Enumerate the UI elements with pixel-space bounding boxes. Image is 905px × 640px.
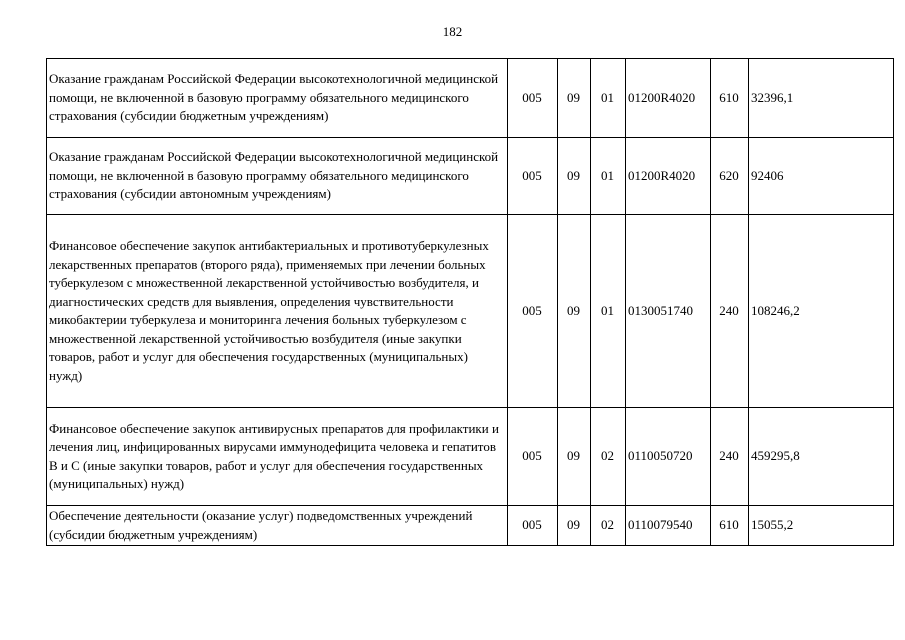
expense-type-code: 240 <box>711 408 749 506</box>
amount-value: 32396,1 <box>749 59 894 138</box>
target-article-code: 0110050720 <box>626 408 711 506</box>
row-description: Финансовое обеспечение закупок антивирусных препаратов для профилактики и лечения лиц, инфицированных вирусами иммунодефицита человека и гепатитов В и С (иные закупки товаров, работ и услуг для обеспечения государственных (муниципальных) нужд) <box>47 408 508 506</box>
ministry-code: 005 <box>508 408 558 506</box>
amount-value: 92406 <box>749 138 894 215</box>
section-code: 09 <box>558 215 591 408</box>
table-row <box>47 59 894 138</box>
target-article-code: 01200R4020 <box>626 138 711 215</box>
subsection-code: 01 <box>591 59 626 138</box>
page-number: 182 <box>442 24 463 39</box>
subsection-code: 02 <box>591 408 626 506</box>
ministry-code: 005 <box>508 506 558 546</box>
target-article-code: 01200R4020 <box>626 59 711 138</box>
section-code: 09 <box>558 506 591 546</box>
subsection-code: 01 <box>591 138 626 215</box>
ministry-code: 005 <box>508 215 558 408</box>
ministry-code: 005 <box>508 59 558 138</box>
ministry-code: 005 <box>508 138 558 215</box>
subsection-code: 02 <box>591 506 626 546</box>
section-code: 09 <box>558 59 591 138</box>
expense-type-code: 610 <box>711 59 749 138</box>
expense-type-code: 620 <box>711 138 749 215</box>
row-description: Оказание гражданам Российской Федерации высокотехнологичной медицинской помощи, не включенной в базовую программу обязательного медицинского страхования (субсидии бюджетным учреждениям) <box>47 59 508 138</box>
section-code: 09 <box>558 138 591 215</box>
amount-value: 459295,8 <box>749 408 894 506</box>
target-article-code: 0130051740 <box>626 215 711 408</box>
expense-type-code: 240 <box>711 215 749 408</box>
table-row <box>47 138 894 215</box>
amount-value: 108246,2 <box>749 215 894 408</box>
row-description: Обеспечение деятельности (оказание услуг) подведомственных учреждений (субсидии бюджетным учреждениям) <box>47 506 508 546</box>
amount-value: 15055,2 <box>749 506 894 546</box>
budget-table <box>46 58 894 546</box>
row-description: Финансовое обеспечение закупок антибактериальных и противотуберкулезных лекарственных препаратов (второго ряда), применяемых при лечении больных туберкулезом с множественной лекарственной устойчивостью возбудителя, и диагностических средств для выявления, определения чувствительности микобактерии туберкулеза и мониторинга лечения больных туберкулезом с множественной лекарственной устойчивостью возбудителя (иные закупки товаров, работ и услуг для обеспечения государственных (муниципальных) нужд) <box>47 215 508 408</box>
expense-type-code: 610 <box>711 506 749 546</box>
row-description: Оказание гражданам Российской Федерации высокотехнологичной медицинской помощи, не включенной в базовую программу обязательного медицинского страхования (субсидии автономным учреждениям) <box>47 138 508 215</box>
table-row <box>47 408 894 506</box>
target-article-code: 0110079540 <box>626 506 711 546</box>
table-row <box>47 215 894 408</box>
section-code: 09 <box>558 408 591 506</box>
subsection-code: 01 <box>591 215 626 408</box>
table-row <box>47 506 894 546</box>
